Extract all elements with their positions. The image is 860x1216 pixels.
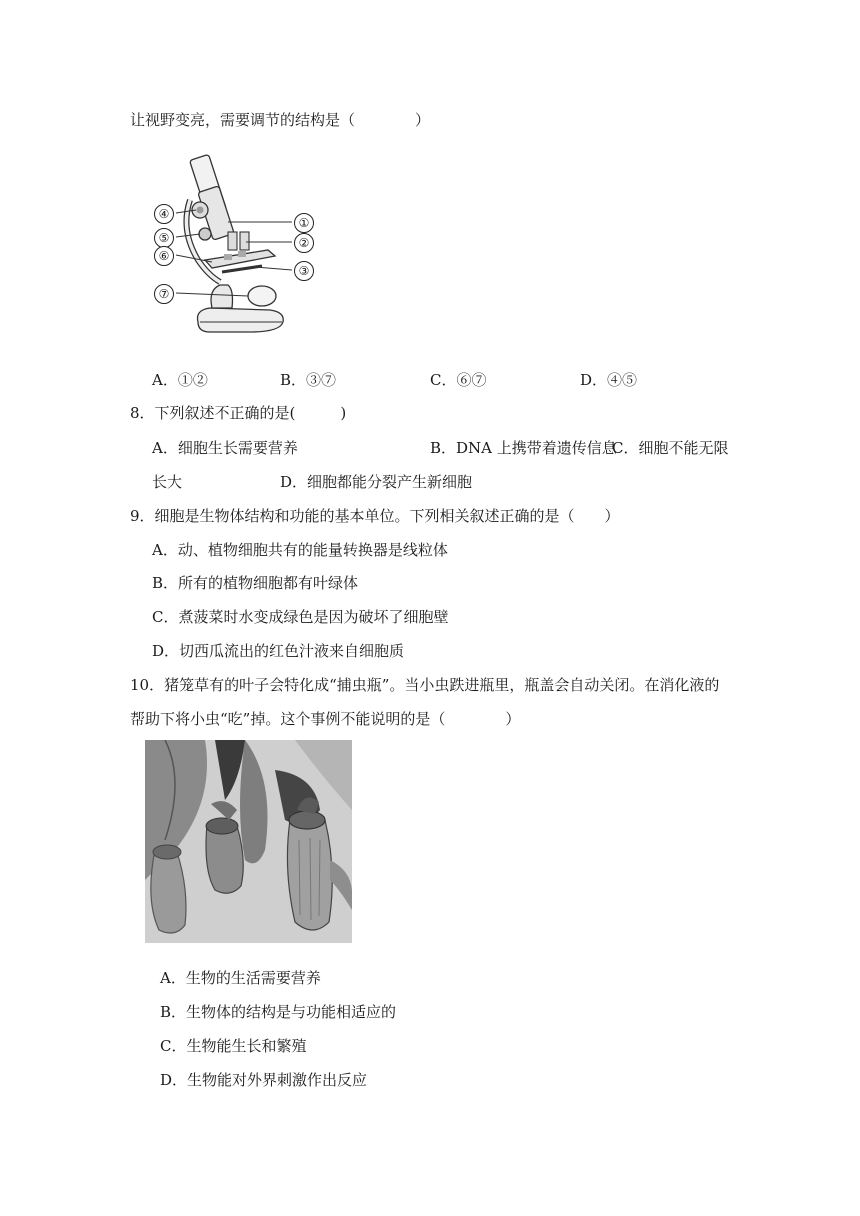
- q10-option-a: A．生物的生活需要营养: [160, 969, 321, 987]
- figure-label-2: ②: [294, 233, 314, 253]
- q10-option-c: C．生物能生长和繁殖: [160, 1037, 307, 1055]
- figure-label-1: ①: [294, 213, 314, 233]
- q9-option-b: B．所有的植物细胞都有叶绿体: [152, 574, 359, 592]
- q8-option-a: A．细胞生长需要营养: [152, 439, 298, 457]
- q7-option-a: A．①②: [152, 371, 208, 389]
- q9-option-d: D．切西瓜流出的红色汁液来自细胞质: [152, 642, 405, 660]
- q8-option-d: D．细胞都能分裂产生新细胞: [280, 473, 473, 491]
- q10-option-d: D．生物能对外界刺激作出反应: [160, 1071, 368, 1089]
- q8-option-c: C．细胞不能无限: [612, 439, 729, 457]
- q7-stem: 让视野变亮，需要调节的结构是（ ）: [130, 111, 431, 129]
- pitcher-plant-photo: [145, 740, 352, 943]
- q7-option-b: B．③⑦: [280, 371, 337, 389]
- pitcher-plant-drawing: [145, 740, 352, 943]
- figure-label-5: ⑤: [154, 228, 174, 248]
- q8-option-b: B．DNA 上携带着遗传信息: [430, 439, 617, 457]
- q10-stem-line2: 帮助下将小虫“吃”掉。这个事例不能说明的是（ ）: [130, 710, 521, 728]
- q8-stem: 8．下列叙述不正确的是( ): [130, 404, 347, 422]
- q9-option-c: C．煮菠菜时水变成绿色是因为破坏了细胞壁: [152, 608, 449, 626]
- q10-stem-line1: 10．猪笼草有的叶子会特化成“捕虫瓶”。当小虫跌进瓶里，瓶盖会自动关闭。在消化液的: [130, 676, 720, 694]
- microscope-figure: [150, 150, 330, 340]
- q7-option-c: C．⑥⑦: [430, 371, 487, 389]
- figure-label-4: ④: [154, 204, 174, 224]
- figure-label-6: ⑥: [154, 246, 174, 266]
- q10-option-b: B．生物体的结构是与功能相适应的: [160, 1003, 397, 1021]
- q9-option-a: A．动、植物细胞共有的能量转换器是线粒体: [152, 541, 448, 559]
- figure-label-7: ⑦: [154, 284, 174, 304]
- q8-option-c-cont: 长大: [152, 473, 183, 491]
- q9-stem: 9．细胞是生物体结构和功能的基本单位。下列相关叙述正确的是（ ）: [130, 507, 620, 525]
- figure-label-3: ③: [294, 261, 314, 281]
- q7-option-d: D．④⑤: [580, 371, 638, 389]
